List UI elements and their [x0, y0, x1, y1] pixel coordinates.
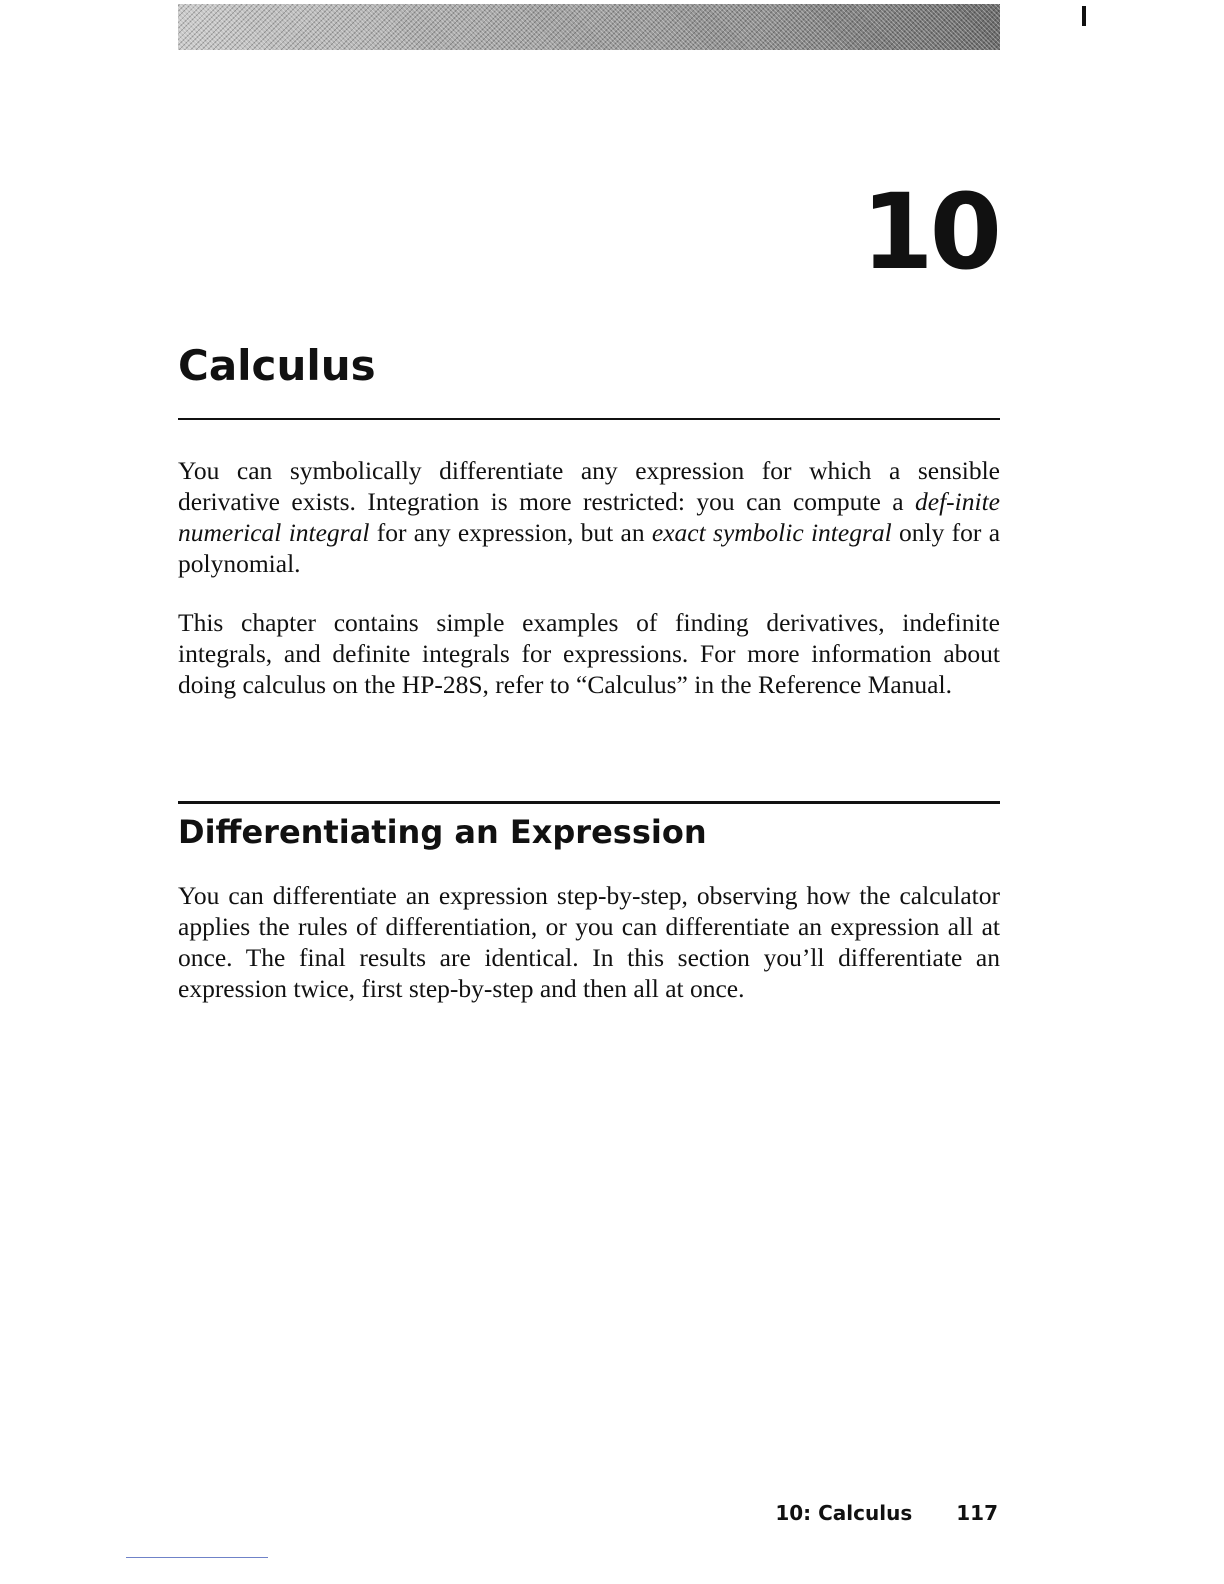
bottom-line	[126, 1557, 268, 1558]
section-heading: Differentiating an Expression	[178, 813, 707, 851]
intro-paragraph-1	[178, 455, 1000, 579]
intro-text-3: only for a polynomial.	[178, 518, 1001, 578]
intro-paragraph-2: This chapter contains simple examples of finding derivatives, indefinite integrals, and definite integrals for expressions. For more information about doing calculus on the HP-28S, refer to “Calculus” in the Reference Manual.	[178, 608, 1000, 699]
footer-chapter-label: 10: Calculus	[775, 1501, 913, 1525]
term-definite-integral: def-inite numerical integral	[178, 487, 1000, 547]
term-exact-symbolic-integral: exact symbolic integral	[651, 518, 892, 547]
intro-text-1: You can symbolically differentiate any expression for which a sensible derivative exists. Integration is more restricted: you can compute a	[178, 456, 1000, 516]
edge-marker	[1082, 6, 1086, 26]
section-rule	[178, 801, 1000, 804]
title-rule	[178, 418, 1000, 420]
chapter-title: Calculus	[178, 341, 376, 390]
page-footer	[775, 1503, 998, 1523]
top-banner	[178, 4, 1000, 50]
section-paragraph: You can differentiate an expression step-by-step, observing how the calculator applies the rules of differentiation, or you can differentiate an expression all at once. The final results are identical. In this section you’ll differentiate an expression twice, first step-by-step and then all at once.	[178, 881, 1000, 1003]
page-number: 117	[956, 1501, 998, 1525]
intro-text-2: for any expression, but an	[369, 518, 652, 547]
chapter-number: 10	[861, 171, 998, 293]
